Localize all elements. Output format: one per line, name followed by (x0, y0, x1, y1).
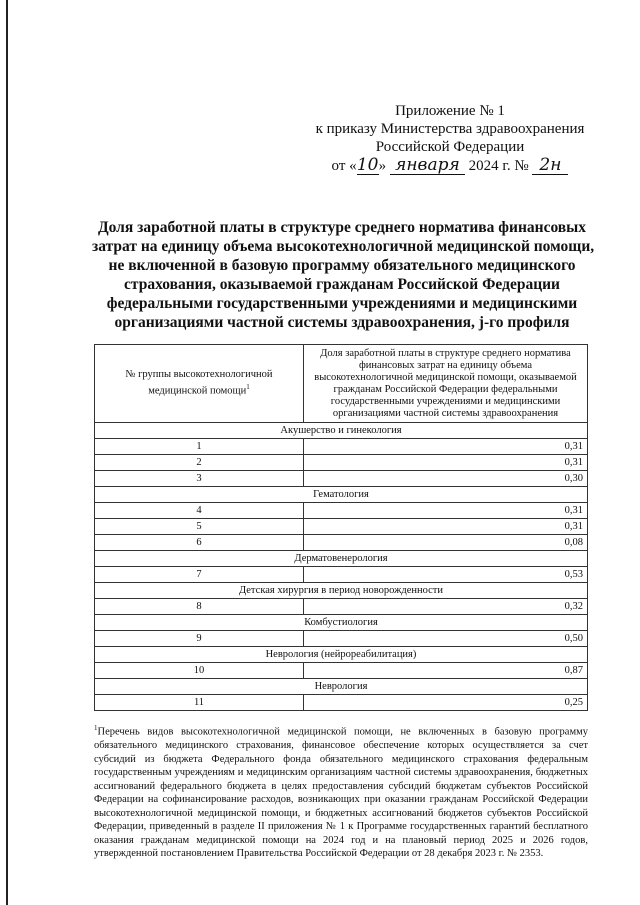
footnote-line: ассигнований федерального бюджета в целях предоставления субсидий бюджетам субъектов Российской (94, 780, 588, 792)
group-number-cell: 9 (95, 631, 304, 647)
footnote-line: государственным учреждениям и медицинским организациям частной системы здравоохранения, бюджетных (94, 767, 588, 778)
group-number-cell: 11 (95, 695, 304, 711)
salary-share-cell: 0,08 (304, 535, 588, 551)
table-row (95, 535, 588, 551)
footnote-line (94, 722, 588, 739)
title-line: не включенной в базовую программу обязательного медицинского (108, 257, 576, 274)
category-label: Неврология (нейрореабилитация) (95, 647, 588, 663)
date-year: 2024 г. № (468, 158, 529, 174)
appendix-ministry: Российской Федерации (375, 139, 525, 155)
category-row (95, 423, 588, 439)
category-label: Детская хирургия в период новорожденности (95, 583, 588, 599)
header-salary-share-line: Доля заработной платы в структуре среднего норматива (320, 347, 571, 359)
category-row (95, 583, 588, 599)
table-row (95, 503, 588, 519)
footnote-line: высокотехнологичной медицинской помощи, и бюджетных ассигнований бюджетов субъектов Российской (94, 807, 588, 819)
table-row (95, 471, 588, 487)
group-number-cell: 4 (95, 503, 304, 519)
header-salary-share-line: организациями частной системы здравоохранения (332, 407, 559, 419)
salary-share-cell: 0,31 (304, 503, 588, 519)
footnote-line: обязательного медицинского страхования, финансовое обеспечение которых осуществляется за счет (94, 740, 588, 751)
title-line: федеральными государственными учреждениями и медицинскими (106, 295, 578, 312)
date-mid: » (378, 158, 387, 174)
table-row (95, 519, 588, 535)
salary-share-table (94, 344, 588, 711)
group-number-cell: 3 (95, 471, 304, 487)
footnote-line: Федерации, приведенный в разделе II приложения № 1 к Программе государственных гарантий бесплатного (94, 821, 588, 832)
group-number-cell: 10 (95, 663, 304, 679)
footnote (94, 722, 588, 861)
appendix-order-ref: к приказу Министерства здравоохранения (315, 121, 585, 137)
header-salary-share-line: высокотехнологичной медицинской помощи, оказываемой (314, 371, 577, 383)
category-label: Комбустиология (95, 615, 588, 631)
date-prefix: от « (331, 158, 357, 174)
group-number-cell: 7 (95, 567, 304, 583)
table-row (95, 455, 588, 471)
table-row (95, 663, 588, 679)
category-row (95, 647, 588, 663)
category-label: Дерматовенерология (95, 551, 588, 567)
footnote-ref: 1 (246, 383, 250, 392)
table-row (95, 567, 588, 583)
table-row (95, 439, 588, 455)
group-number-cell: 1 (95, 439, 304, 455)
header-salary-share-line: государственными учреждениями и медицинскими (330, 395, 561, 407)
title-line: организациями частной системы здравоохранения, j-го профиля (114, 314, 570, 331)
category-label: Неврология (95, 679, 588, 695)
footnote-marker: 1 (94, 724, 98, 732)
salary-share-cell: 0,25 (304, 695, 588, 711)
category-label: Гематология (95, 487, 588, 503)
footnote-line: оказания гражданам медицинской помощи на 2024 год и на плановый период 2025 и 2026 годов, (94, 834, 588, 846)
footnote-line: Федерации на софинансирование расходов, возникающих при оказании гражданам Российской Федерации (94, 794, 588, 805)
table-row (95, 695, 588, 711)
title-line: страхования, оказываемой гражданам Российской Федерации (124, 276, 560, 293)
appendix-header (300, 102, 600, 175)
title-line: Доля заработной платы в структуре среднего норматива финансовых (97, 219, 587, 236)
salary-share-cell: 0,31 (304, 455, 588, 471)
category-label: Акушерство и гинекология (95, 423, 588, 439)
header-salary-share (304, 345, 588, 423)
table-header-row (95, 345, 588, 423)
document-title (92, 218, 595, 332)
category-row (95, 615, 588, 631)
title-line: затрат на единицу объема высокотехнологичной медицинской помощи, (92, 238, 595, 255)
salary-share-cell: 0,30 (304, 471, 588, 487)
header-group-number (95, 345, 304, 423)
category-row (95, 679, 588, 695)
footnote-line: утвержденной постановлением Правительства Российской Федерации от 28 декабря 2023 г. № 2353. (94, 848, 544, 859)
header-salary-share-line: финансовых затрат на единицу объема (359, 359, 532, 371)
group-number-cell: 5 (95, 519, 304, 535)
order-date-line (300, 156, 600, 175)
scan-edge-line (6, 0, 8, 905)
appendix-title: Приложение № 1 (395, 103, 505, 119)
header-salary-share-line: гражданам Российской Федерации федеральными (333, 383, 558, 395)
date-day-handwritten: 10 (356, 155, 379, 175)
category-row (95, 551, 588, 567)
salary-share-cell: 0,32 (304, 599, 588, 615)
table-row (95, 599, 588, 615)
salary-share-cell: 0,87 (304, 663, 588, 679)
salary-share-cell: 0,31 (304, 439, 588, 455)
table-row (95, 631, 588, 647)
date-month-handwritten: января (390, 156, 465, 175)
footnote-line: субсидий из бюджета Федерального фонда обязательного медицинского страхования федеральным (94, 753, 588, 765)
footnote-text: Перечень видов высокотехнологичной медицинской помощи, не включенных в базовую программу (97, 726, 588, 738)
header-group-number-text: № группы высокотехнологичной медицинской помощи (125, 369, 273, 397)
order-number-handwritten: 2н (532, 156, 568, 175)
salary-share-cell: 0,50 (304, 631, 588, 647)
group-number-cell: 2 (95, 455, 304, 471)
salary-share-cell: 0,53 (304, 567, 588, 583)
group-number-cell: 6 (95, 535, 304, 551)
category-row (95, 487, 588, 503)
group-number-cell: 8 (95, 599, 304, 615)
salary-share-cell: 0,31 (304, 519, 588, 535)
